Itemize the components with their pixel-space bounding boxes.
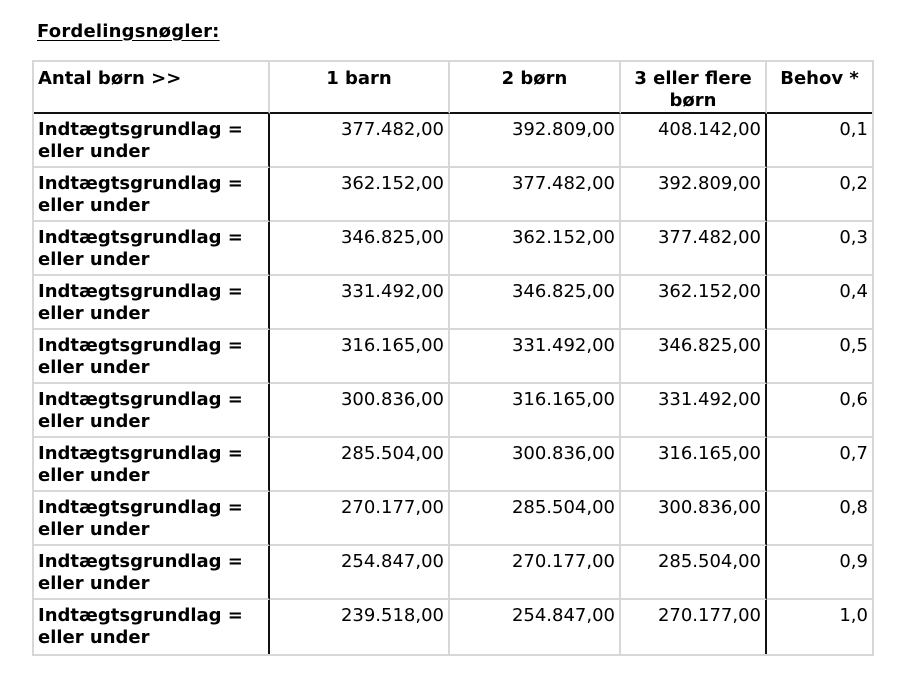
value-need: 0,4 xyxy=(767,276,872,330)
value-2-children: 270.177,00 xyxy=(450,546,621,600)
value-need: 0,3 xyxy=(767,222,872,276)
value-2-children: 254.847,00 xyxy=(450,600,621,654)
value-2-children: 392.809,00 xyxy=(450,114,621,168)
table-row xyxy=(34,168,872,222)
table-row xyxy=(34,546,872,600)
row-label: Indtægtsgrundlag = eller under xyxy=(34,600,270,654)
value-3-or-more-children: 270.177,00 xyxy=(621,600,767,654)
value-2-children: 331.492,00 xyxy=(450,330,621,384)
value-1-child: 362.152,00 xyxy=(270,168,450,222)
row-label: Indtægtsgrundlag = eller under xyxy=(34,168,270,222)
value-need: 0,5 xyxy=(767,330,872,384)
table-row xyxy=(34,330,872,384)
value-2-children: 285.504,00 xyxy=(450,492,621,546)
value-2-children: 362.152,00 xyxy=(450,222,621,276)
value-1-child: 254.847,00 xyxy=(270,546,450,600)
value-need: 0,1 xyxy=(767,114,872,168)
value-2-children: 346.825,00 xyxy=(450,276,621,330)
table-row xyxy=(34,492,872,546)
value-need: 0,6 xyxy=(767,384,872,438)
header-need: Behov * xyxy=(767,62,872,114)
row-label: Indtægtsgrundlag = eller under xyxy=(34,222,270,276)
table-row xyxy=(34,384,872,438)
value-1-child: 239.518,00 xyxy=(270,600,450,654)
value-need: 1,0 xyxy=(839,605,868,626)
row-label: Indtægtsgrundlag = eller under xyxy=(34,438,270,492)
value-2-children: 377.482,00 xyxy=(450,168,621,222)
value-3-or-more-children: 392.809,00 xyxy=(621,168,767,222)
table-row xyxy=(34,276,872,330)
row-label: Indtægtsgrundlag = eller under xyxy=(34,492,270,546)
row-label: Indtægtsgrundlag = eller under xyxy=(34,546,270,600)
value-1-child: 300.836,00 xyxy=(270,384,450,438)
value-2-children: 316.165,00 xyxy=(450,384,621,438)
value-3-or-more-children: 300.836,00 xyxy=(621,492,767,546)
row-label: Indtægtsgrundlag = eller under xyxy=(34,276,270,330)
table-header-row xyxy=(34,62,872,114)
value-3-or-more-children: 408.142,00 xyxy=(621,114,767,168)
value-3-or-more-children: 362.152,00 xyxy=(621,276,767,330)
value-1-child: 285.504,00 xyxy=(270,438,450,492)
table-row xyxy=(34,114,872,168)
value-3-or-more-children: 316.165,00 xyxy=(621,438,767,492)
table-row xyxy=(34,222,872,276)
row-label: Indtægtsgrundlag = eller under xyxy=(34,330,270,384)
value-1-child: 270.177,00 xyxy=(270,492,450,546)
value-3-or-more-children: 346.825,00 xyxy=(621,330,767,384)
value-need: 0,8 xyxy=(767,492,872,546)
header-number-of-children: Antal børn >> xyxy=(34,62,270,114)
value-3-or-more-children: 331.492,00 xyxy=(621,384,767,438)
page-heading: Fordelingsnøgler: xyxy=(37,21,220,42)
table-row xyxy=(34,600,872,654)
value-1-child: 331.492,00 xyxy=(270,276,450,330)
value-need: 0,7 xyxy=(767,438,872,492)
row-label: Indtægtsgrundlag = eller under xyxy=(34,384,270,438)
value-2-children: 300.836,00 xyxy=(450,438,621,492)
value-need: 0,2 xyxy=(767,168,872,222)
header-3-or-more-children: 3 eller flere børn xyxy=(621,62,767,114)
table-row xyxy=(34,438,872,492)
row-label: Indtægtsgrundlag = eller under xyxy=(34,114,270,168)
distribution-keys-table xyxy=(32,60,874,656)
value-1-child: 377.482,00 xyxy=(270,114,450,168)
value-3-or-more-children: 377.482,00 xyxy=(621,222,767,276)
value-1-child: 346.825,00 xyxy=(270,222,450,276)
header-2-children: 2 børn xyxy=(450,62,621,114)
value-3-or-more-children: 285.504,00 xyxy=(621,546,767,600)
header-1-child: 1 barn xyxy=(270,62,450,114)
value-1-child: 316.165,00 xyxy=(270,330,450,384)
value-need: 0,9 xyxy=(767,546,872,600)
